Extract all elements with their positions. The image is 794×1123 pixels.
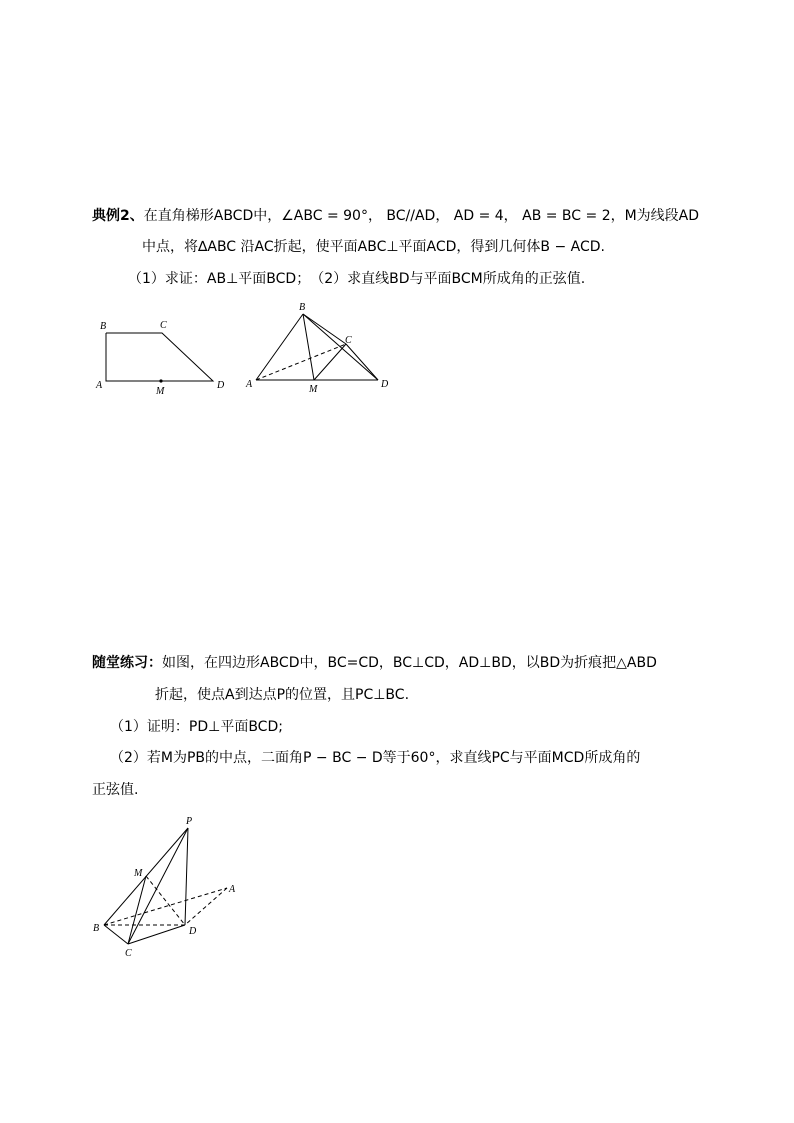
edge-ac-dashed xyxy=(256,344,346,380)
edge-ba-dashed xyxy=(104,888,227,925)
fig1-label-b: B xyxy=(100,321,107,332)
example2-text-line1: 在直角梯形ABCD中，∠ABC = 90°， BC//AD， AD = 4， AB = BC = 2，M为线段AD xyxy=(143,208,700,224)
edge-ad-dashed xyxy=(185,888,227,925)
practice-line4: （2）若M为PB的中点，二面角P − BC − D等于60°，求直线PC与平面MCD所成角的 xyxy=(110,750,641,766)
edge-bd xyxy=(303,314,378,380)
edge-md-dashed xyxy=(146,876,185,925)
fig2-label-d: D xyxy=(381,379,389,390)
example2-label: 典例2、 xyxy=(92,208,144,224)
fig3-label-p: P xyxy=(186,816,193,827)
practice-line5: 正弦值. xyxy=(92,782,139,798)
fig3-label-c: C xyxy=(125,948,132,959)
fig2-label-b: B xyxy=(299,302,306,313)
edge-bm xyxy=(303,314,314,380)
fig2-label-c: C xyxy=(345,335,352,346)
edge-bc xyxy=(303,314,346,344)
fig1-label-d: D xyxy=(217,380,225,391)
example2-line1 xyxy=(92,207,699,225)
edge-bc xyxy=(104,925,128,944)
edge-mc xyxy=(314,344,346,380)
figure-pyramid xyxy=(88,812,248,962)
trapezoid-outline xyxy=(106,333,213,381)
point-m xyxy=(159,379,162,382)
fig2-label-m: M xyxy=(309,384,318,395)
edge-cd xyxy=(346,344,378,380)
practice-line3: （1）证明：PD⊥平面BCD; xyxy=(110,719,283,735)
fig3-label-a: A xyxy=(229,884,236,895)
fig3-label-d: D xyxy=(189,926,197,937)
fig3-label-b: B xyxy=(93,923,100,934)
example2-line3: （1）求证：AB⊥平面BCD； （2）求直线BD与平面BCM所成角的正弦值. xyxy=(128,271,586,287)
edge-ab xyxy=(256,314,303,380)
figure-tetrahedron xyxy=(242,300,394,396)
fig1-label-a: A xyxy=(96,380,103,391)
example2-line2: 中点，将∆ABC 沿AC折起，使平面ABC⊥平面ACD，得到几何体B − ACD. xyxy=(142,239,605,255)
edge-pd xyxy=(185,828,188,925)
practice-text-line1: 如图，在四边形ABCD中，BC=CD，BC⊥CD，AD⊥BD，以BD为折痕把△ABD xyxy=(162,655,657,671)
fig1-label-m: M xyxy=(156,386,165,397)
figure-trapezoid xyxy=(92,314,232,398)
fig3-label-m: M xyxy=(134,868,143,879)
fig2-label-a: A xyxy=(246,379,253,390)
practice-line1 xyxy=(92,654,657,672)
practice-line2: 折起，使点A到达点P的位置，且PC⊥BC. xyxy=(155,687,410,703)
fig1-label-c: C xyxy=(160,320,167,331)
practice-label: 随堂练习： xyxy=(92,655,162,671)
